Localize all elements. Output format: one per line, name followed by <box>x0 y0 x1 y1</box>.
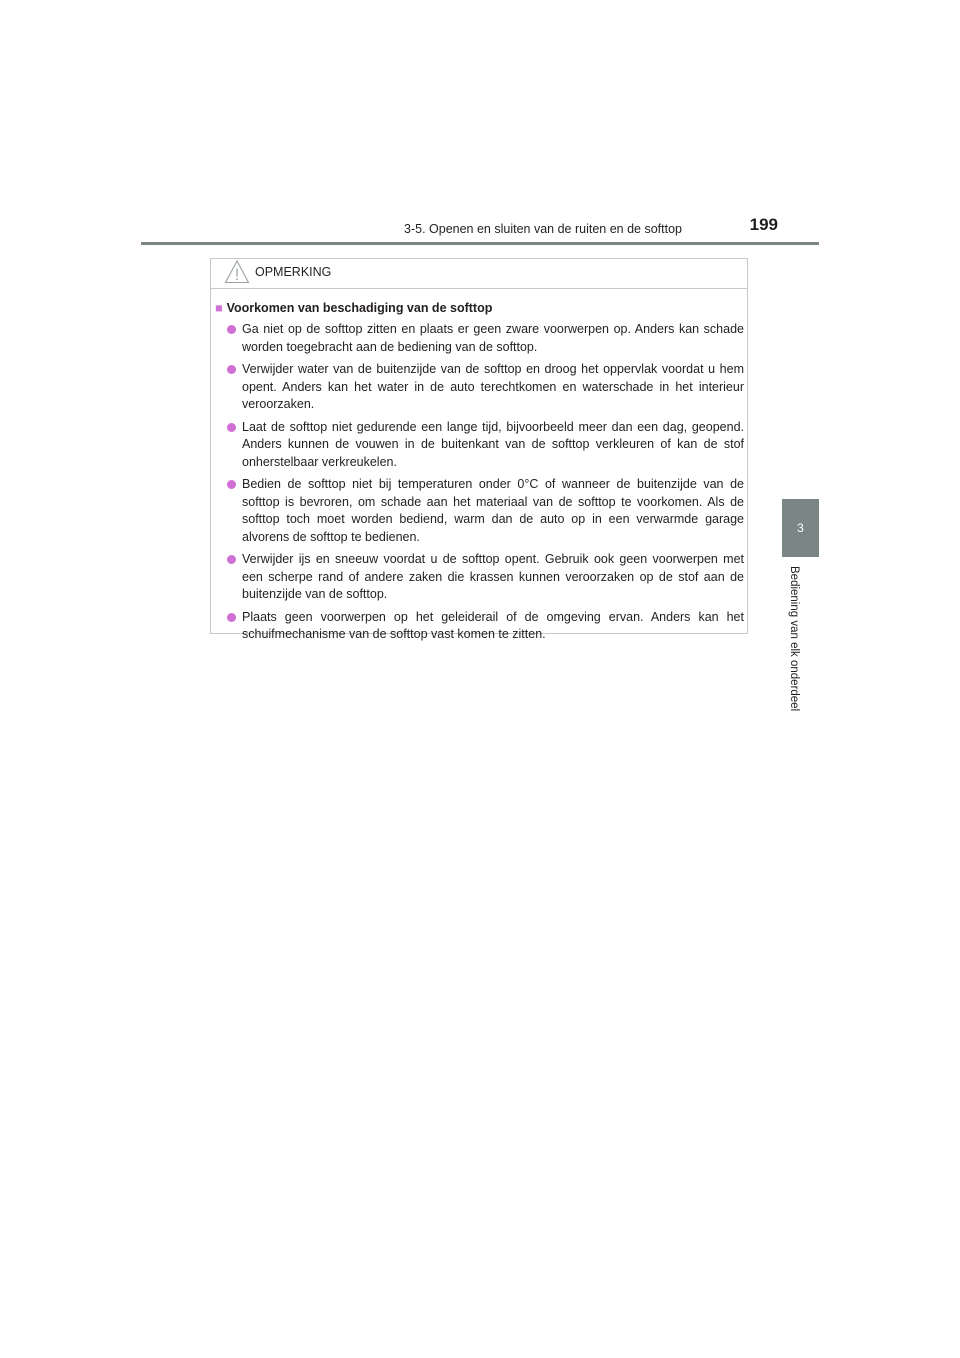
bullet-list <box>227 321 744 649</box>
section-heading-text: Voorkomen van beschadiging van de softtop <box>226 301 493 315</box>
list-item: Plaats geen voorwerpen op het geleiderail of de omgeving ervan. Anders kan het schuifmechanisme van de softtop vast komen te zitten. <box>227 609 744 644</box>
chapter-label: Bediening van elk onderdeel <box>788 566 800 712</box>
chapter-number: 3 <box>797 521 804 535</box>
bullet-dot-icon <box>227 325 236 334</box>
notice-header <box>211 259 747 289</box>
bullet-dot-icon <box>227 480 236 489</box>
heading-marker: ■ <box>215 301 223 315</box>
bullet-dot-icon <box>227 365 236 374</box>
list-item: Verwijder ijs en sneeuw voordat u de softtop opent. Gebruik ook geen voorwerpen met een scherpe rand of andere zaken die krassen kunnen veroorzaken op de stof aan de buitenzijde van de softtop. <box>227 551 744 604</box>
warning-triangle-icon <box>224 259 250 285</box>
page-number: 199 <box>749 215 778 234</box>
section-title: 3-5. Openen en sluiten van de ruiten en de softtop <box>404 222 682 236</box>
list-item: Ga niet op de softtop zitten en plaats er geen zware voorwerpen op. Anders kan schade worden toegebracht aan de bediening van de softtop. <box>227 321 744 356</box>
notice-box <box>210 258 748 641</box>
section-heading <box>215 301 492 315</box>
list-item: Laat de softtop niet gedurende een lange tijd, bijvoorbeeld meer dan een dag, geopend. Anders kunnen de vouwen in de buitenkant van de softtop verkleuren of kan de stof onherstelbaar verkreukelen. <box>227 419 744 472</box>
list-item: Bedien de softtop niet bij temperaturen onder 0°C of wanneer de buitenzijde van de softtop is bevroren, om schade aan het materiaal van de softtop te voorkomen. Als de softtop toch moet worden bediend, warm dan de auto op in een verwarmde garage alvorens de softtop te bedienen. <box>227 476 744 546</box>
bullet-dot-icon <box>227 423 236 432</box>
bullet-dot-icon <box>227 555 236 564</box>
chapter-tab <box>782 499 819 557</box>
header-rule <box>141 242 819 245</box>
notice-title: OPMERKING <box>255 265 332 279</box>
list-item: Verwijder water van de buitenzijde van de softtop en droog het oppervlak voordat u hem opent. Anders kan het water in de auto terechtkomen en waterschade in het interieur veroorzaken. <box>227 361 744 414</box>
bullet-dot-icon <box>227 613 236 622</box>
